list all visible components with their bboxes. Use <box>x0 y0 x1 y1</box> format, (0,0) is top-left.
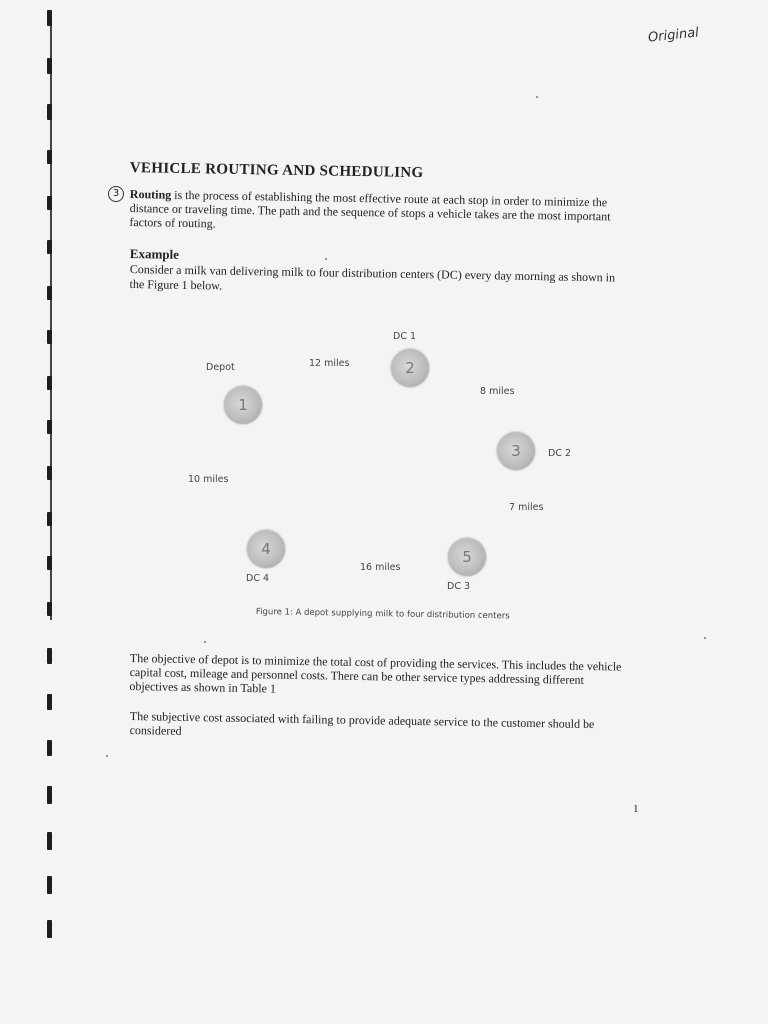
routing-definition: is the process of establishing the most effective route at each stop in order to minimize the distance or traveling time. The path and the sequence of stops a vehicle takes are the most important factors of routing. <box>129 187 611 231</box>
node-dc3-label: DC 3 <box>447 581 471 592</box>
node-dc4: 4 <box>247 530 285 568</box>
scan-speck <box>204 641 206 643</box>
page-title: VEHICLE ROUTING AND SCHEDULING <box>129 160 424 182</box>
example-intro: Consider a milk van delivering milk to four distribution centers (DC) every day morning as shown in the Figure 1 below. <box>129 262 616 293</box>
distance-label: 10 miles <box>188 474 229 485</box>
routing-term: Routing <box>129 187 172 202</box>
node-dc1-label: DC 1 <box>393 331 417 342</box>
node-depot: 1 <box>224 386 262 424</box>
node-dc1: 2 <box>391 349 429 387</box>
scan-speck <box>106 755 108 757</box>
distance-label: 16 miles <box>360 562 401 573</box>
page-number: 1 <box>633 803 639 815</box>
node-dc2-label: DC 2 <box>548 448 572 459</box>
node-dc4-label: DC 4 <box>246 573 270 584</box>
list-marker: 3 <box>108 186 124 202</box>
distance-label: 8 miles <box>480 386 515 397</box>
node-dc2: 3 <box>497 432 535 470</box>
scan-speck <box>536 96 538 98</box>
handwritten-note: Original <box>647 25 700 46</box>
distance-label: 7 miles <box>509 502 544 513</box>
routing-paragraph <box>129 187 630 238</box>
objective-paragraph: The objective of depot is to minimize the total cost of providing the services. This includes the vehicle capital cost, mileage and personnel costs. There can be other service types addressing different objectives as shown in Table 1 <box>129 651 622 696</box>
figure-caption: Figure 1: A depot supplying milk to four distribution centers <box>255 607 510 622</box>
example-heading: Example <box>129 246 180 262</box>
scan-speck <box>704 637 706 639</box>
distance-label: 12 miles <box>309 358 350 369</box>
spiral-binding <box>44 0 58 1024</box>
subjective-paragraph: The subjective cost associated with failing to provide adequate service to the customer should be considered <box>129 709 595 738</box>
node-dc3: 5 <box>448 538 486 576</box>
node-depot-label: Depot <box>206 362 235 373</box>
scan-speck <box>325 258 327 260</box>
